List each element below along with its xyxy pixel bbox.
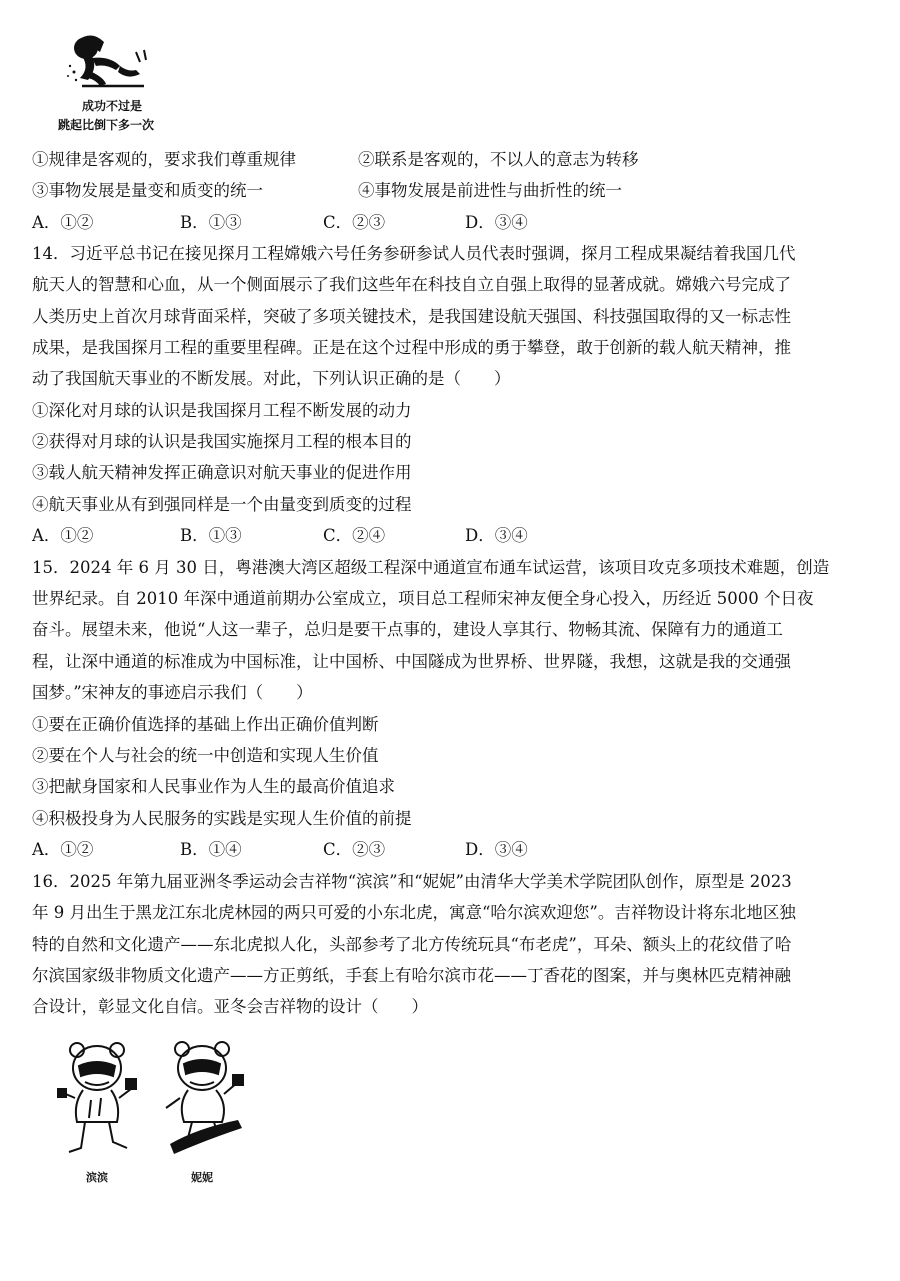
q15-stem-line-5: 国梦。”宋神友的事迹启示我们（ ）	[32, 683, 313, 702]
q13-option-b[interactable]: B．①③	[180, 213, 242, 232]
q15-option-b[interactable]: B．①④	[180, 840, 242, 859]
q14-option-c[interactable]: C．②④	[323, 526, 386, 545]
cartoon-caption-line2: 跳起比倒下多一次	[58, 118, 155, 132]
q14-stem-line-2: 航天人的智慧和心血，从一个侧面展示了我们这些年在科技自立自强上取得的显著成就。嫦娥六号完成了	[32, 275, 791, 294]
q14-statement-2: ②获得对月球的认识是我国实施探月工程的根本目的	[32, 432, 412, 451]
q16-stem-line-3: 特的自然和文化遗产——东北虎拟人化，头部参考了北方传统玩具“布老虎”，耳朵、额头上的花纹借了哈	[32, 935, 792, 954]
q13-option-a[interactable]: A．①②	[32, 213, 94, 232]
q14-statement-3: ③载人航天精神发挥正确意识对航天事业的促进作用	[32, 463, 412, 482]
q13-statement-2: ②联系是客观的，不以人的意志为转移	[358, 150, 639, 169]
q14-stem-line-3: 人类历史上首次月球背面采样，突破了多项关键技术，是我国建设航天强国、科技强国取得的又一标志性	[32, 307, 791, 326]
q15-stem-line-3: 奋斗。展望未来，他说“人这一辈子，总归是要干点事的，建设人享其行、物畅其流、保障有力的通道工	[32, 620, 783, 639]
q14-stem-line-5: 动了我国航天事业的不断发展。对此，下列认识正确的是（ ）	[32, 369, 511, 388]
q16-stem-line-1: 16．2025 年第九届亚洲冬季运动会吉祥物“滨滨”和“妮妮”由清华大学美术学院团队创作，原型是 2023	[32, 872, 792, 891]
q15-statement-2: ②要在个人与社会的统一中创造和实现人生价值	[32, 746, 379, 765]
q15-statement-1: ①要在正确价值选择的基础上作出正确价值判断	[32, 715, 379, 734]
q14-option-a[interactable]: A．①②	[32, 526, 94, 545]
cartoon-illustration	[62, 28, 157, 88]
q15-statement-4: ④积极投身为人民服务的实践是实现人生价值的前提	[32, 809, 412, 828]
q15-stem-line-2: 世界纪录。自 2010 年深中通道前期办公室成立，项目总工程师宋神友便全身心投入，历经近 5000 个日夜	[32, 589, 814, 608]
mascot-binbin-illustration	[55, 1038, 145, 1163]
q14-stem-line-4: 成果，是我国探月工程的重要里程碑。正是在这个过程中形成的勇于攀登，敢于创新的载人航天精神，推	[32, 338, 791, 357]
cartoon-caption-line1: 成功不过是	[82, 99, 143, 113]
mascot-nini-illustration	[158, 1036, 248, 1166]
q13-statement-4: ④事物发展是前进性与曲折性的统一	[358, 181, 622, 200]
q13-statement-3: ③事物发展是量变和质变的统一	[32, 181, 263, 200]
mascot-name-binbin: 滨滨	[86, 1171, 108, 1184]
q15-stem-line-1: 15．2024 年 6 月 30 日，粤港澳大湾区超级工程深中通道宣布通车试运营，该项目攻克多项技术难题，创造	[32, 558, 830, 577]
q14-option-b[interactable]: B．①③	[180, 526, 242, 545]
q14-stem-line-1: 14．习近平总书记在接见探月工程嫦娥六号任务参研参试人员代表时强调，探月工程成果凝结着我国几代	[32, 244, 796, 263]
q15-statement-3: ③把献身国家和人民事业作为人生的最高价值追求	[32, 777, 395, 796]
q16-stem-line-5: 合设计，彰显文化自信。亚冬会吉祥物的设计（ ）	[32, 997, 428, 1016]
q15-option-d[interactable]: D．③④	[465, 840, 528, 859]
q15-option-c[interactable]: C．②③	[323, 840, 386, 859]
q13-option-d[interactable]: D．③④	[465, 213, 528, 232]
q15-option-a[interactable]: A．①②	[32, 840, 94, 859]
q13-option-c[interactable]: C．②③	[323, 213, 386, 232]
q16-stem-line-4: 尔滨国家级非物质文化遗产——方正剪纸，手套上有哈尔滨市花——丁香花的图案，并与奥林匹克精神融	[32, 966, 791, 985]
q15-stem-line-4: 程，让深中通道的标准成为中国标准，让中国桥、中国隧成为世界桥、世界隧，我想，这就是我的交通强	[32, 652, 791, 671]
mascot-name-nini: 妮妮	[191, 1171, 213, 1184]
q14-option-d[interactable]: D．③④	[465, 526, 528, 545]
q14-statement-4: ④航天事业从有到强同样是一个由量变到质变的过程	[32, 495, 412, 514]
q16-stem-line-2: 年 9 月出生于黑龙江东北虎林园的两只可爱的小东北虎，寓意“哈尔滨欢迎您”。吉祥物设计将东北地区独	[32, 903, 796, 922]
q13-statement-1: ①规律是客观的，要求我们尊重规律	[32, 150, 296, 169]
q14-statement-1: ①深化对月球的认识是我国探月工程不断发展的动力	[32, 401, 412, 420]
